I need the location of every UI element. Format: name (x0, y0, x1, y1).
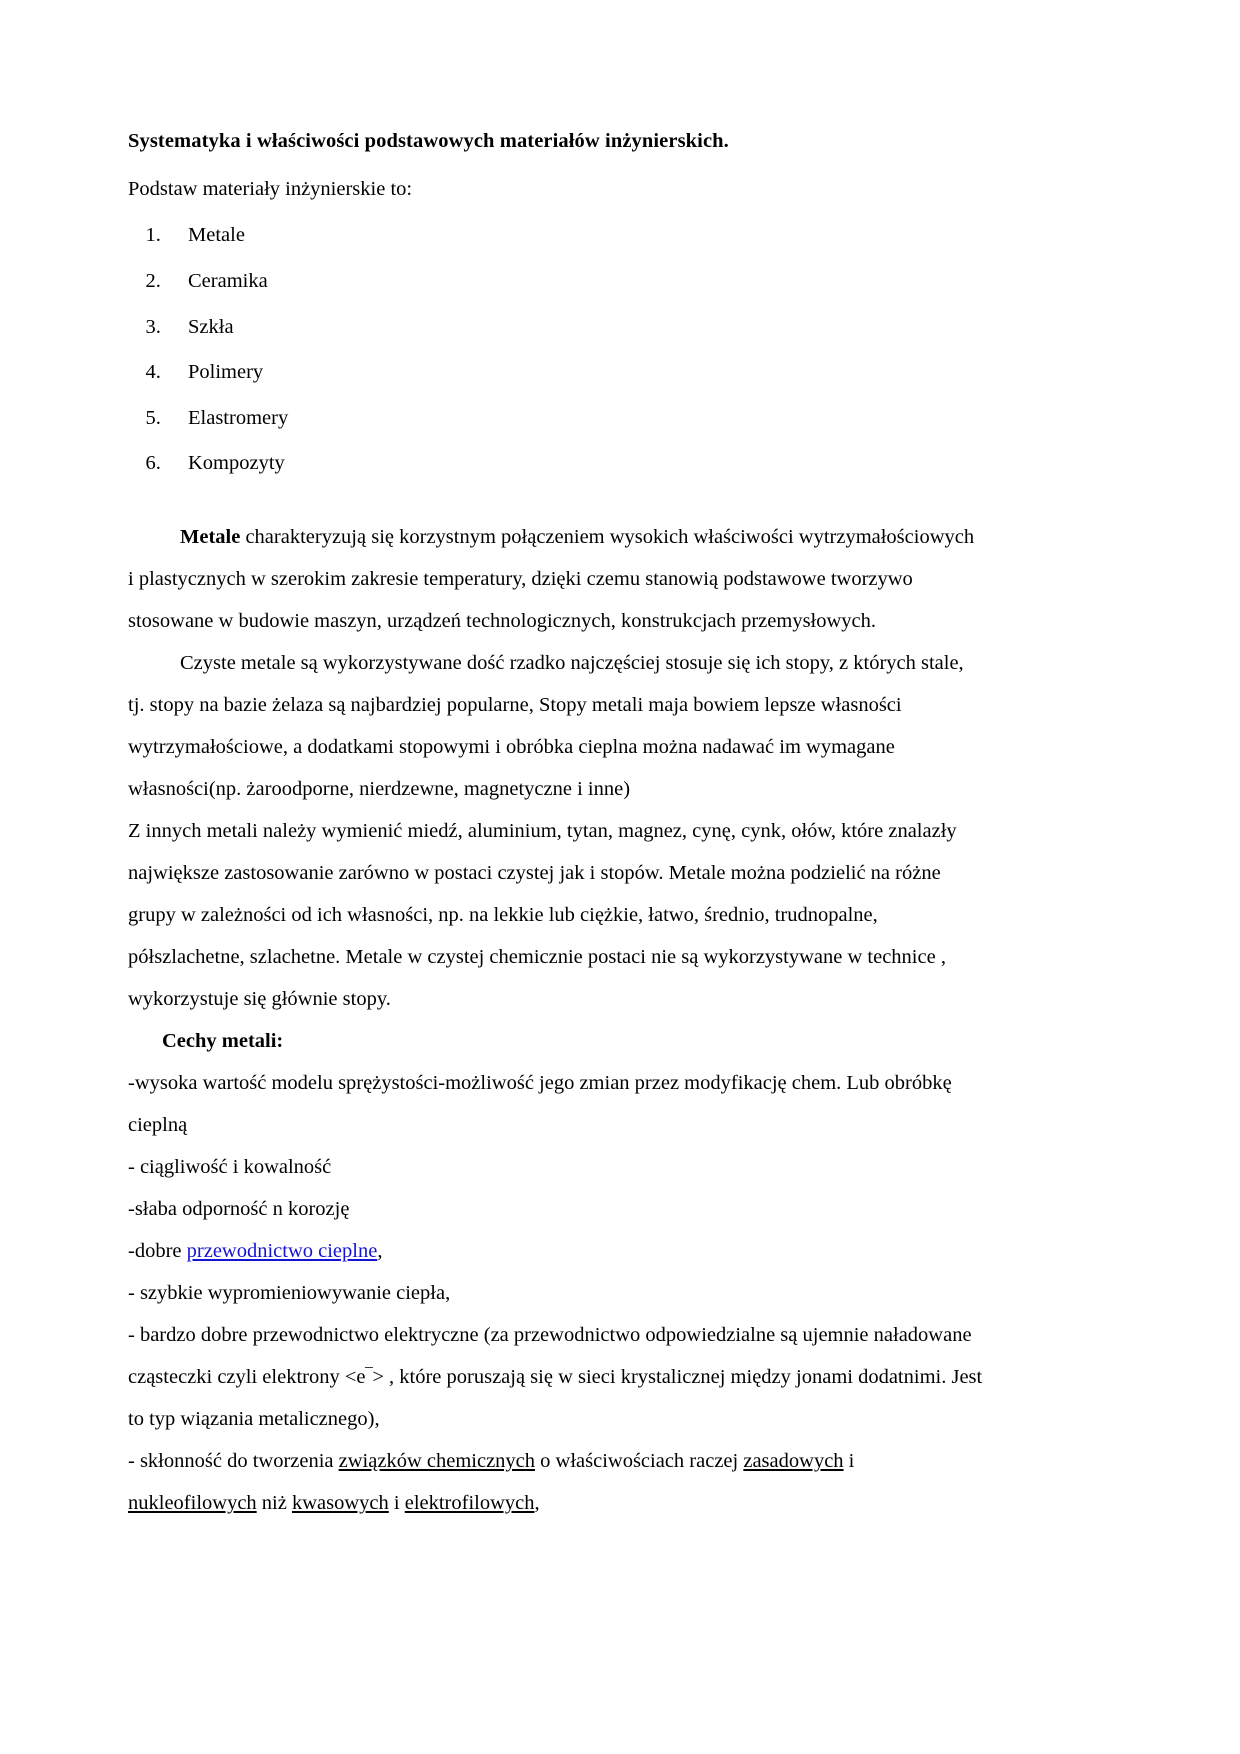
feature-text-suffix: , (534, 1492, 540, 1515)
feature-text-mid-3: niż (256, 1492, 292, 1515)
underlined-term-elektrofilowych: elektrofilowych (404, 1492, 535, 1515)
feature-text-mid-4: i (388, 1492, 405, 1515)
underlined-term-nukleofilowych: nukleofilowych (128, 1492, 257, 1515)
list-item: 5. Elastromery (166, 406, 984, 431)
document-content (128, 128, 984, 1524)
feature-item-zwiazki-chemiczne (128, 1440, 984, 1524)
body-block (128, 516, 984, 1524)
underlined-term-zasadowych: zasadowych (743, 1450, 844, 1473)
feature-text-mid-2: i (843, 1450, 855, 1473)
intro-line: Podstaw materiały inżynierskie to: (128, 177, 413, 200)
page-title: Systematyka i właściwości podstawowych materiałów inżynierskich. (128, 130, 729, 152)
underlined-term-kwasowych: kwasowych (291, 1492, 389, 1515)
link-przewodnictwo-cieplne[interactable]: przewodnictwo cieplne (186, 1240, 378, 1263)
feature-item-przewodnictwo-elektryczne: - bardzo dobre przewodnictwo elektryczne (za przewodnictwo odpowiedzialne są ujemnie naładowane cząsteczki czyli elektrony <e‾> , które poruszają się w sieci krystalicznej między jonami dodatnimi. Jest to typ wiązania metalicznego), (128, 1324, 983, 1431)
feature-text-mid-1: o właściwościach raczej (535, 1450, 744, 1473)
list-item: 1. Metale (166, 223, 984, 248)
metale-lead-bold: Metale (180, 525, 241, 548)
feature-text-prefix: - skłonność do tworzenia (128, 1450, 339, 1473)
feature-suffix-text: , (377, 1240, 383, 1263)
list-item: 6. Kompozyty (166, 451, 984, 476)
features-heading: Cechy metali: (162, 1030, 284, 1053)
list-item: 4. Polimery (166, 360, 984, 385)
list-item: 2. Ceramika (166, 269, 984, 294)
paragraph-metale (128, 516, 984, 642)
feature-item-przewodnictwo-cieplne (128, 1230, 984, 1272)
paragraph-czyste-metale: Czyste metale są wykorzystywane dość rzadko najczęściej stosuje się ich stopy, z których stale, tj. stopy na bazie żelaza są najbardziej popularne, Stopy metali maja bowiem lepsze własności wytrzymałościowe, a dodatkami stopowymi i obróbka cieplna można nadawać im wymagane własności(np. żaroodporne, nierdzewne, magnetyczne i inne) (128, 651, 964, 800)
metale-rest-text: charakteryzują się korzystnym połączeniem wysokich właściwości wytrzymałościowych i plastycznych w szerokim zakresie temperatury, dzięki czemu stanowią podstawowe tworzywo stosowane w budowie maszyn, urządzeń technologicznych, konstrukcjach przemysłowych. (128, 525, 975, 632)
list-item: 3. Szkła (166, 315, 984, 340)
feature-prefix-text: -dobre (128, 1240, 187, 1263)
feature-item-wypromieniowywanie: - szybkie wypromieniowywanie ciepła, (128, 1282, 451, 1305)
feature-item-korozja: -słaba odporność n korozję (128, 1198, 350, 1221)
paragraph-inne-metale: Z innych metali należy wymienić miedź, aluminium, tytan, magnez, cynę, cynk, ołów, które znalazły największe zastosowanie zarówno w postaci czystej jak i stopów. Metale można podzielić na różne grupy w zależności od ich własności, np. na lekkie lub ciężkie, łatwo, średnio, trudnopalne, półszlachetne, szlachetne. Metale w czystej chemicznie postaci nie są wykorzystywane w technice , wykorzystuje się głównie stopy. (128, 820, 957, 1011)
material-list (128, 223, 984, 476)
feature-item-modul-sprezystosci: -wysoka wartość modelu sprężystości-możliwość jego zmian przez modyfikację chem. Lub obróbkę cieplną (128, 1072, 952, 1137)
feature-item-ciagliwosc: - ciągliwość i kowalność (128, 1156, 332, 1179)
underlined-term-zwiazkow-chemicznych: związków chemicznych (338, 1450, 536, 1473)
